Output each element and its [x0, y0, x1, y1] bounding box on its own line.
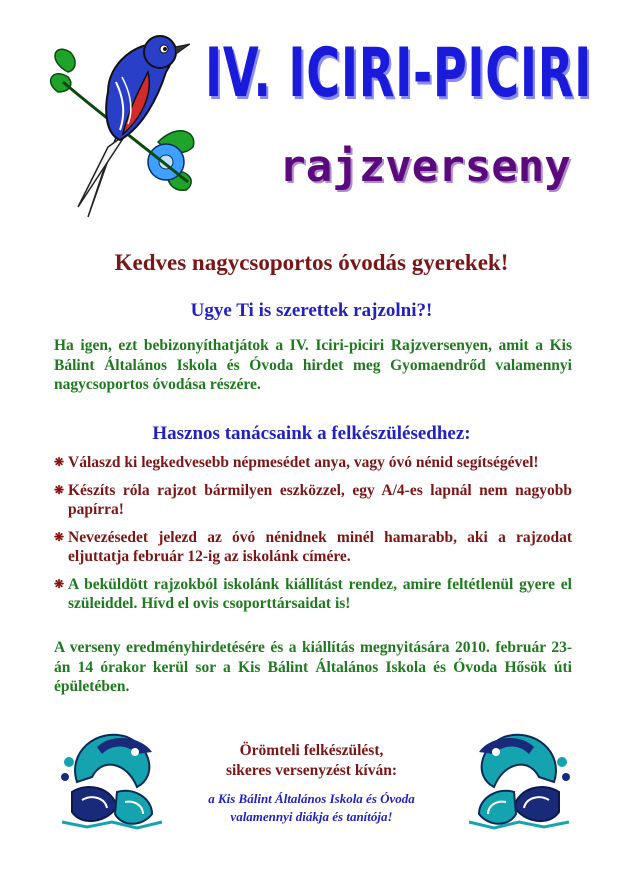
flower-bullet-icon: ❋ — [54, 529, 65, 544]
tip-item — [54, 528, 572, 567]
tip-item — [54, 481, 572, 520]
title-line2: rajzverseny — [279, 141, 571, 192]
tips-list — [54, 453, 572, 622]
bird-illustration — [48, 22, 208, 222]
closing-paragraph: A verseny eredményhirdetésére és a kiállítás megnyitására 2010. február 23-án 14 órakor kerül sor a Kis Bálint Általános Iskola és Óvoda Hősök úti épületében. — [54, 639, 572, 695]
question-heading: Ugye Ti is szerettek rajzolni?! — [190, 300, 433, 321]
intro-paragraph: Ha igen, ezt bebizonyíthatjátok a IV. Iciri-piciri Rajzversenyen, amit a Kis Bálint Általános Iskola és Óvoda hirdet meg Gyomaendrőd valamennyi nagycsoportos óvodása részére. — [54, 337, 572, 393]
flower-bullet-icon: ❋ — [54, 455, 65, 469]
tip-text: Nevezésedet jelezd az óvó nénidnek minél hamarabb, aki a rajzodat eljuttatja február 12-ig az iskolánk címére. — [68, 528, 572, 565]
tip-item — [54, 575, 572, 614]
signature-line: a Kis Bálint Általános Iskola és Óvoda — [208, 791, 415, 806]
tip-text: Készíts róla rajzot bármilyen eszközzel, egy A/4-es lapnál nem nagyobb papírra! — [68, 481, 572, 518]
folk-bird-ornament — [57, 722, 167, 834]
tip-text: A beküldött rajzokból iskolánk kiállítást rendez, amire feltétlenül gyere el szüleiddel. Hívd el ovis csoporttársaidat is! — [68, 575, 572, 612]
tip-text: Válaszd ki legkedvesebb népmesédet anya, vagy óvó nénid segítségével! — [68, 454, 539, 471]
wish-line: sikeres versenyzést kíván: — [225, 762, 398, 779]
folk-bird-ornament — [464, 722, 574, 834]
wish-block — [180, 741, 443, 781]
greeting-heading: Kedves nagycsoportos óvodás gyerekek! — [114, 250, 509, 275]
flower-bullet-icon: ❋ — [54, 576, 65, 591]
signature-line: valamennyi diákja és tanítója! — [230, 809, 393, 824]
title-line1: IV. ICIRI-PICIRI — [205, 34, 592, 113]
flower-bullet-icon: ❋ — [54, 482, 65, 497]
wish-line: Örömteli felkészülést, — [239, 742, 384, 759]
tips-heading: Hasznos tanácsaink a felkészülésedhez: — [152, 423, 471, 444]
signature-block — [180, 790, 443, 826]
tip-item — [54, 453, 572, 473]
